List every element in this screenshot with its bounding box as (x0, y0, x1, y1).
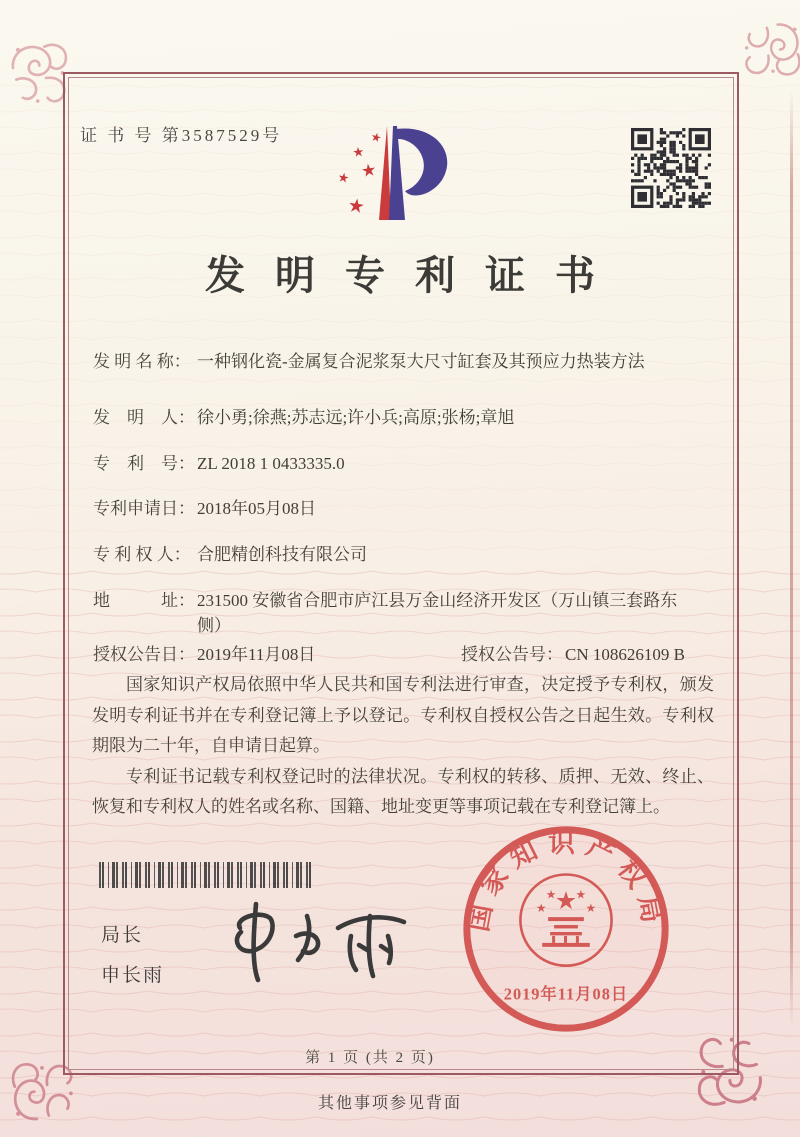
svg-text:★: ★ (346, 194, 367, 219)
back-side-note: 其他事项参见背面 (317, 1095, 462, 1112)
svg-text:★: ★ (554, 886, 578, 916)
field-value: CN 108626109 B (565, 645, 685, 664)
barcode-icon (99, 862, 311, 888)
field-label: 专利申请日： (93, 499, 195, 518)
director-name: 申长雨 (101, 965, 165, 986)
page-edge-line (790, 90, 793, 1027)
field-value: 徐小勇;徐燕;苏志远;许小兵;高原;张杨;章旭 (197, 408, 515, 427)
svg-text:★: ★ (336, 170, 351, 187)
field-label: 发 明 人： (93, 408, 195, 427)
field-label: 发 明 名 称： (93, 352, 191, 371)
field-grant-number (461, 643, 685, 668)
field-value: ZL 2018 1 0433335.0 (197, 454, 345, 473)
field-value: 一种钢化瓷-金属复合泥浆泵大尺寸缸套及其预应力热装方法 (197, 352, 645, 371)
page-number: 第 1 页 (共 2 页) (305, 1050, 435, 1066)
field-inventors (93, 406, 715, 431)
official-seal (452, 818, 680, 1046)
legal-text (92, 670, 714, 823)
field-patentee (93, 543, 715, 568)
field-patent-number (93, 452, 715, 477)
svg-text:★: ★ (351, 144, 366, 161)
field-value: 合肥精创科技有限公司 (197, 545, 367, 564)
legal-paragraph-1: 国家知识产权局依照中华人民共和国专利法进行审查，决定授予专利权，颁发发明专利证书并在专利登记簿上予以登记。专利权自授权公告之日起生效。专利权期限为二十年，自申请日起算。 (92, 675, 714, 756)
certificate-number: 证 书 号 第3587529号 (80, 126, 283, 145)
field-address (93, 589, 715, 638)
seal-agency-text: 国家知识产权局 (463, 828, 669, 934)
certificate-title: 发明专利证书 (205, 253, 625, 298)
field-invention-name (93, 350, 715, 375)
field-grant-row (93, 643, 715, 668)
seal-date: 2019年11月08日 (503, 984, 629, 1004)
svg-text:★: ★ (369, 129, 384, 146)
director-title: 局长 (101, 925, 144, 946)
legal-paragraph-2: 专利证书记载专利权登记时的法律状况。专利权的转移、质押、无效、终止、恢复和专利权人的姓名或名称、国籍、地址变更等事项记载在专利登记簿上。 (92, 766, 714, 817)
svg-text:★: ★ (359, 160, 378, 182)
field-value: 231500 安徽省合肥市庐江县万金山经济开发区（万山镇三套路东侧） (197, 591, 678, 635)
corner-ornament-top-right-icon (742, 20, 800, 82)
field-value: 2018年05月08日 (197, 499, 316, 518)
director-block (101, 920, 164, 987)
svg-text:★: ★ (575, 887, 587, 902)
director-signature-icon (210, 888, 430, 993)
field-filing-date (93, 497, 715, 522)
field-label: 授权公告号： (461, 645, 563, 664)
field-label: 专 利 权 人： (93, 545, 191, 564)
svg-text:★: ★ (545, 887, 557, 902)
svg-text:★: ★ (585, 901, 597, 916)
field-label: 专 利 号： (93, 454, 195, 473)
cnipa-logo-icon (330, 116, 490, 231)
field-label: 授权公告日： (93, 645, 195, 664)
svg-text:★: ★ (535, 901, 547, 916)
field-label: 地 址： (93, 591, 195, 610)
qr-code-icon (631, 128, 711, 208)
field-value: 2019年11月08日 (197, 645, 316, 664)
